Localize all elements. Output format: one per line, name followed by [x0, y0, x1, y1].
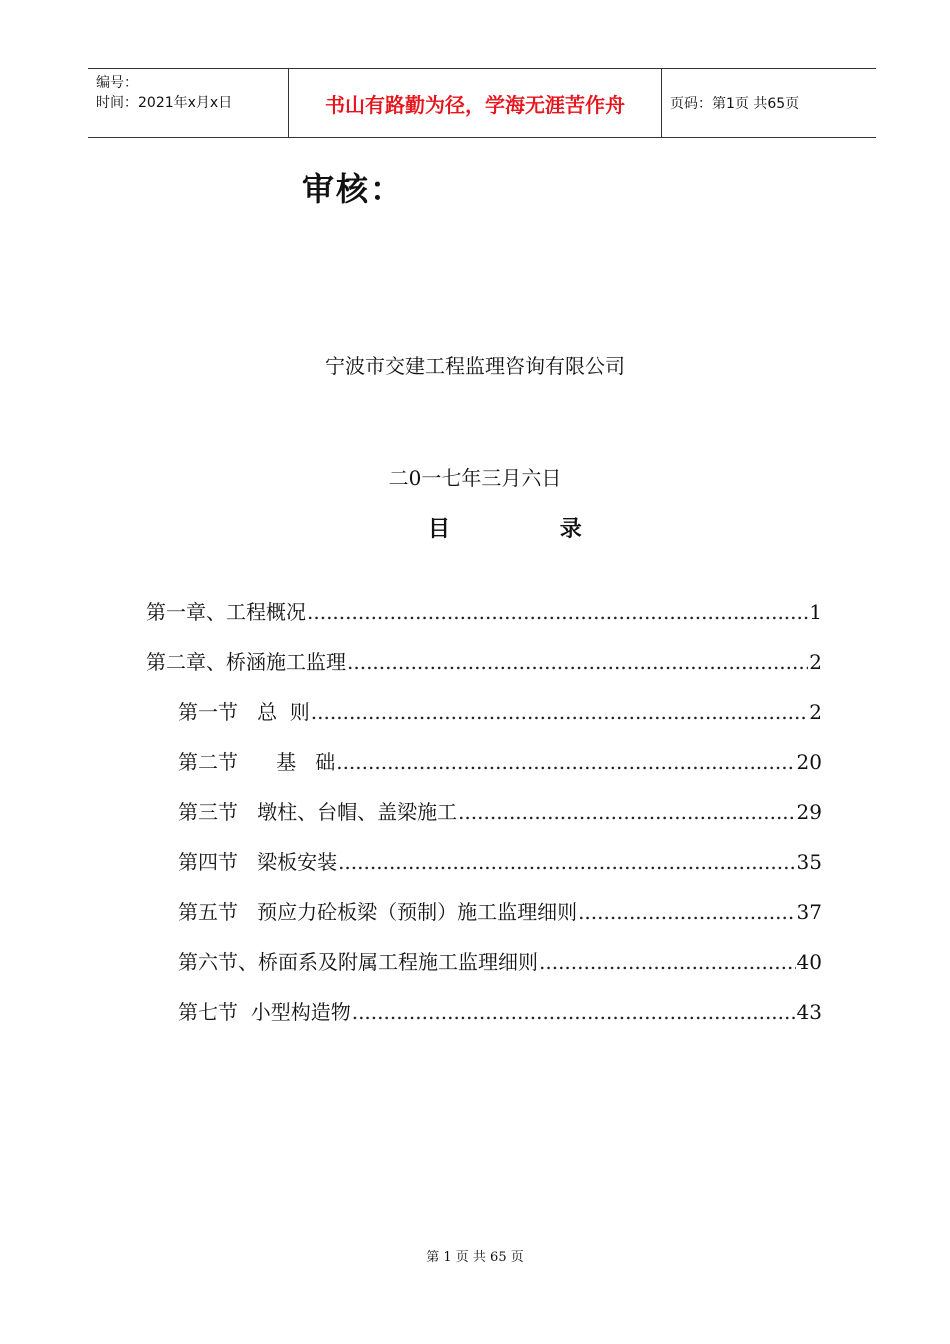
toc-entry-page: 37 [796, 900, 822, 924]
toc-leader-dots [311, 700, 808, 724]
toc-entry[interactable] [146, 696, 822, 746]
toc-leader-dots [352, 1000, 796, 1024]
toc-entry-label: 第七节 小型构造物 [178, 1000, 351, 1024]
toc-entry-label: 第一章、工程概况 [146, 600, 306, 624]
toc-leader-dots [307, 600, 808, 624]
toc-entry[interactable] [146, 946, 822, 996]
document-date: 二0一七年三月六日 [388, 466, 562, 490]
toc-entry-label: 第三节 墩柱、台帽、盖梁施工 [178, 800, 458, 824]
header-time: 时间：2021年x月x日 [96, 95, 233, 111]
toc-entry-page: 20 [796, 750, 822, 774]
header-page-info: 页码：第1页 共65页 [670, 96, 800, 112]
toc-entry-label: 第二章、桥涵施工监理 [146, 650, 346, 674]
header-number: 编号： [96, 75, 138, 91]
toc-heading-char-1: 目 [428, 516, 451, 542]
company-name: 宁波市交建工程监理咨询有限公司 [325, 354, 625, 378]
toc-leader-dots [336, 750, 795, 774]
toc-entry[interactable] [146, 596, 822, 646]
toc-entry-page: 2 [809, 700, 822, 724]
toc-entry-label: 第六节、桥面系及附属工程施工监理细则 [178, 950, 538, 974]
toc-entry[interactable] [146, 996, 822, 1046]
header-meta [88, 69, 288, 137]
header-motto: 书山有路勤为径，学海无涯苦作舟 [288, 69, 662, 137]
toc-entry-label: 第五节 预应力砼板梁（预制）施工监理细则 [178, 900, 578, 924]
toc-entry[interactable] [146, 846, 822, 896]
toc-heading-char-2: 录 [559, 516, 582, 542]
review-label: 审核： [302, 170, 405, 208]
page-header [88, 68, 876, 138]
toc-leader-dots [578, 900, 795, 924]
toc-entry-page: 1 [809, 600, 822, 624]
toc-entry-page: 2 [809, 650, 822, 674]
toc-entry-label: 第一节 总 则 [178, 700, 310, 724]
toc-entry-page: 43 [796, 1000, 822, 1024]
toc-entry[interactable] [146, 646, 822, 696]
page-footer: 第 1 页 共 65 页 [426, 1250, 524, 1265]
toc-entry-label: 第二节 基 础 [178, 750, 336, 774]
toc-leader-dots [347, 650, 808, 674]
toc-heading [428, 512, 582, 543]
toc-entry-page: 29 [796, 800, 822, 824]
toc-leader-dots [458, 800, 795, 824]
toc-leader-dots [338, 850, 795, 874]
toc-entry[interactable] [146, 796, 822, 846]
toc-leader-dots [539, 950, 796, 974]
toc-entry[interactable] [146, 896, 822, 946]
toc-entry-label: 第四节 梁板安装 [178, 850, 338, 874]
toc-entry-page: 35 [796, 850, 822, 874]
toc-entry-page: 40 [796, 950, 822, 974]
toc-entry[interactable] [146, 746, 822, 796]
table-of-contents [146, 596, 822, 1046]
